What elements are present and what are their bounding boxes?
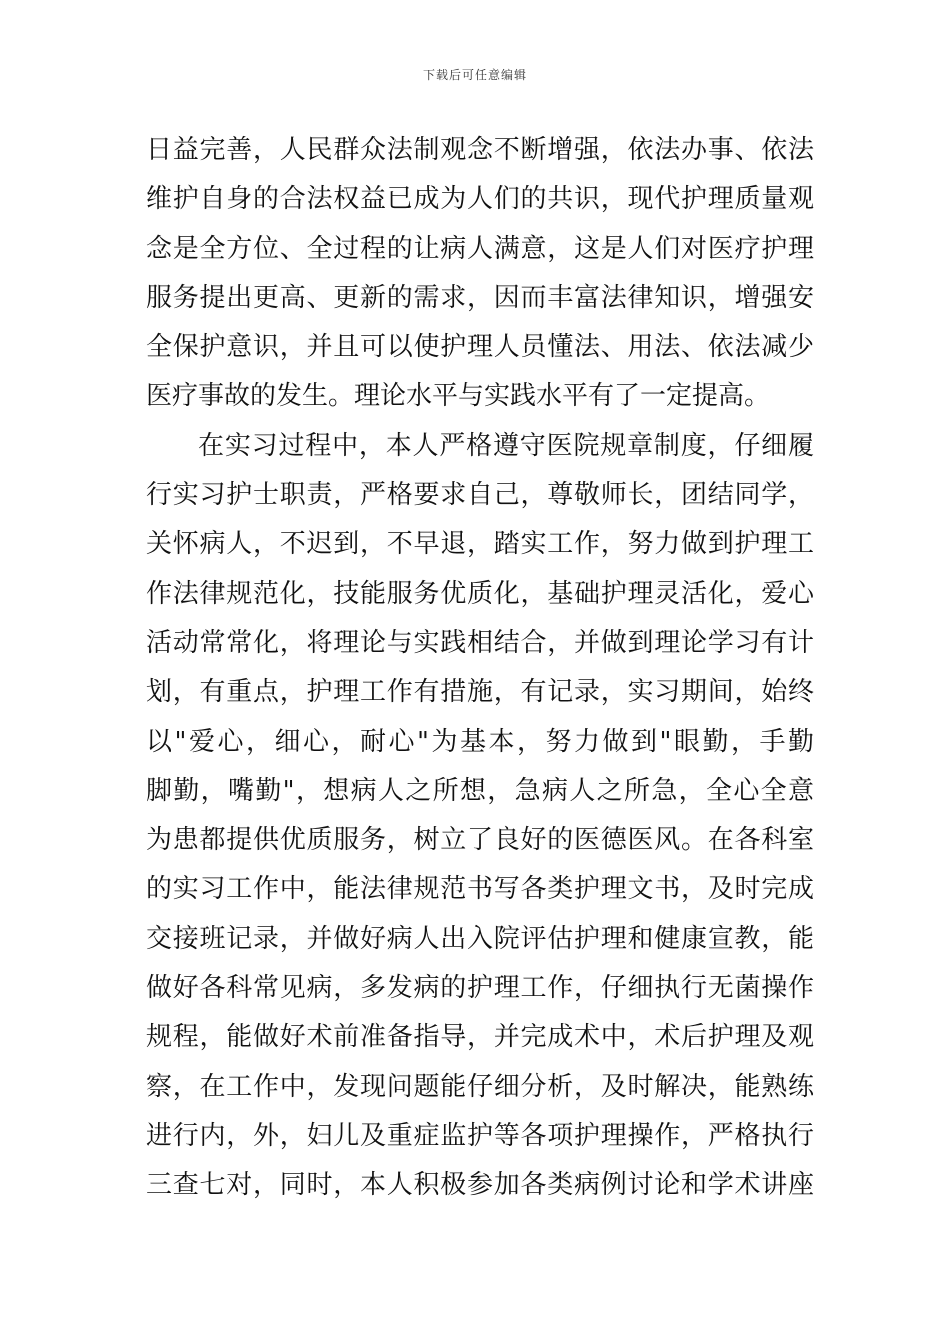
text-line: 全保护意识，并且可以使护理人员懂法、用法、依法减少 [146,332,814,363]
text-line: 活动常常化，将理论与实践相结合，并做到理论学习有计 [146,627,814,658]
text-line: 做好各科常见病，多发病的护理工作，仔细执行无菌操作 [146,973,814,1004]
text-line: 规程，能做好术前准备指导，并完成术中，术后护理及观 [146,1022,814,1053]
text-line: 的实习工作中，能法律规范书写各类护理文书，及时完成 [146,874,814,905]
text-line: 念是全方位、全过程的让病人满意，这是人们对医疗护理 [146,233,814,264]
text-line: 作法律规范化，技能服务优质化，基础护理灵活化，爱心 [146,578,814,609]
paragraph-start-line: 在实习过程中，本人严格遵守医院规章制度，仔细履 [198,430,814,461]
download-note: 下载后可任意编辑 [422,68,527,82]
text-line: 维护自身的合法权益已成为人们的共识，现代护理质量观 [146,184,814,215]
text-line: 交接班记录，并做好病人出入院评估护理和健康宣教，能 [146,923,814,954]
text-line: 日益完善，人民群众法制观念不断增强，依法办事、依法 [146,135,814,165]
text-line: 划，有重点，护理工作有措施，有记录，实习期间，始终 [146,677,814,708]
text-line: 脚勤，嘴勤"，想病人之所想，急病人之所急，全心全意 [146,775,814,806]
text-line: 以"爱心，细心，耐心"为基本，努力做到"眼勤，手勤 [146,726,814,757]
text-line: 进行内，外，妇儿及重症监护等各项护理操作，严格执行 [146,1120,814,1151]
text-line: 服务提出更高、更新的需求，因而丰富法律知识，增强安 [146,282,814,313]
text-line: 医疗事故的发生。理论水平与实践水平有了一定提高。 [146,381,771,412]
text-line: 三查七对，同时，本人积极参加各类病例讨论和学术讲座 [146,1170,814,1201]
text-line: 察，在工作中，发现问题能仔细分析，及时解决，能熟练 [146,1071,814,1102]
text-line: 行实习护士职责，严格要求自己，尊敬师长，团结同学， [146,480,814,511]
text-line: 为患都提供优质服务，树立了良好的医德医风。在各科室 [146,825,814,856]
text-line: 关怀病人，不迟到，不早退，踏实工作，努力做到护理工 [146,529,814,560]
body-text [146,126,814,1211]
